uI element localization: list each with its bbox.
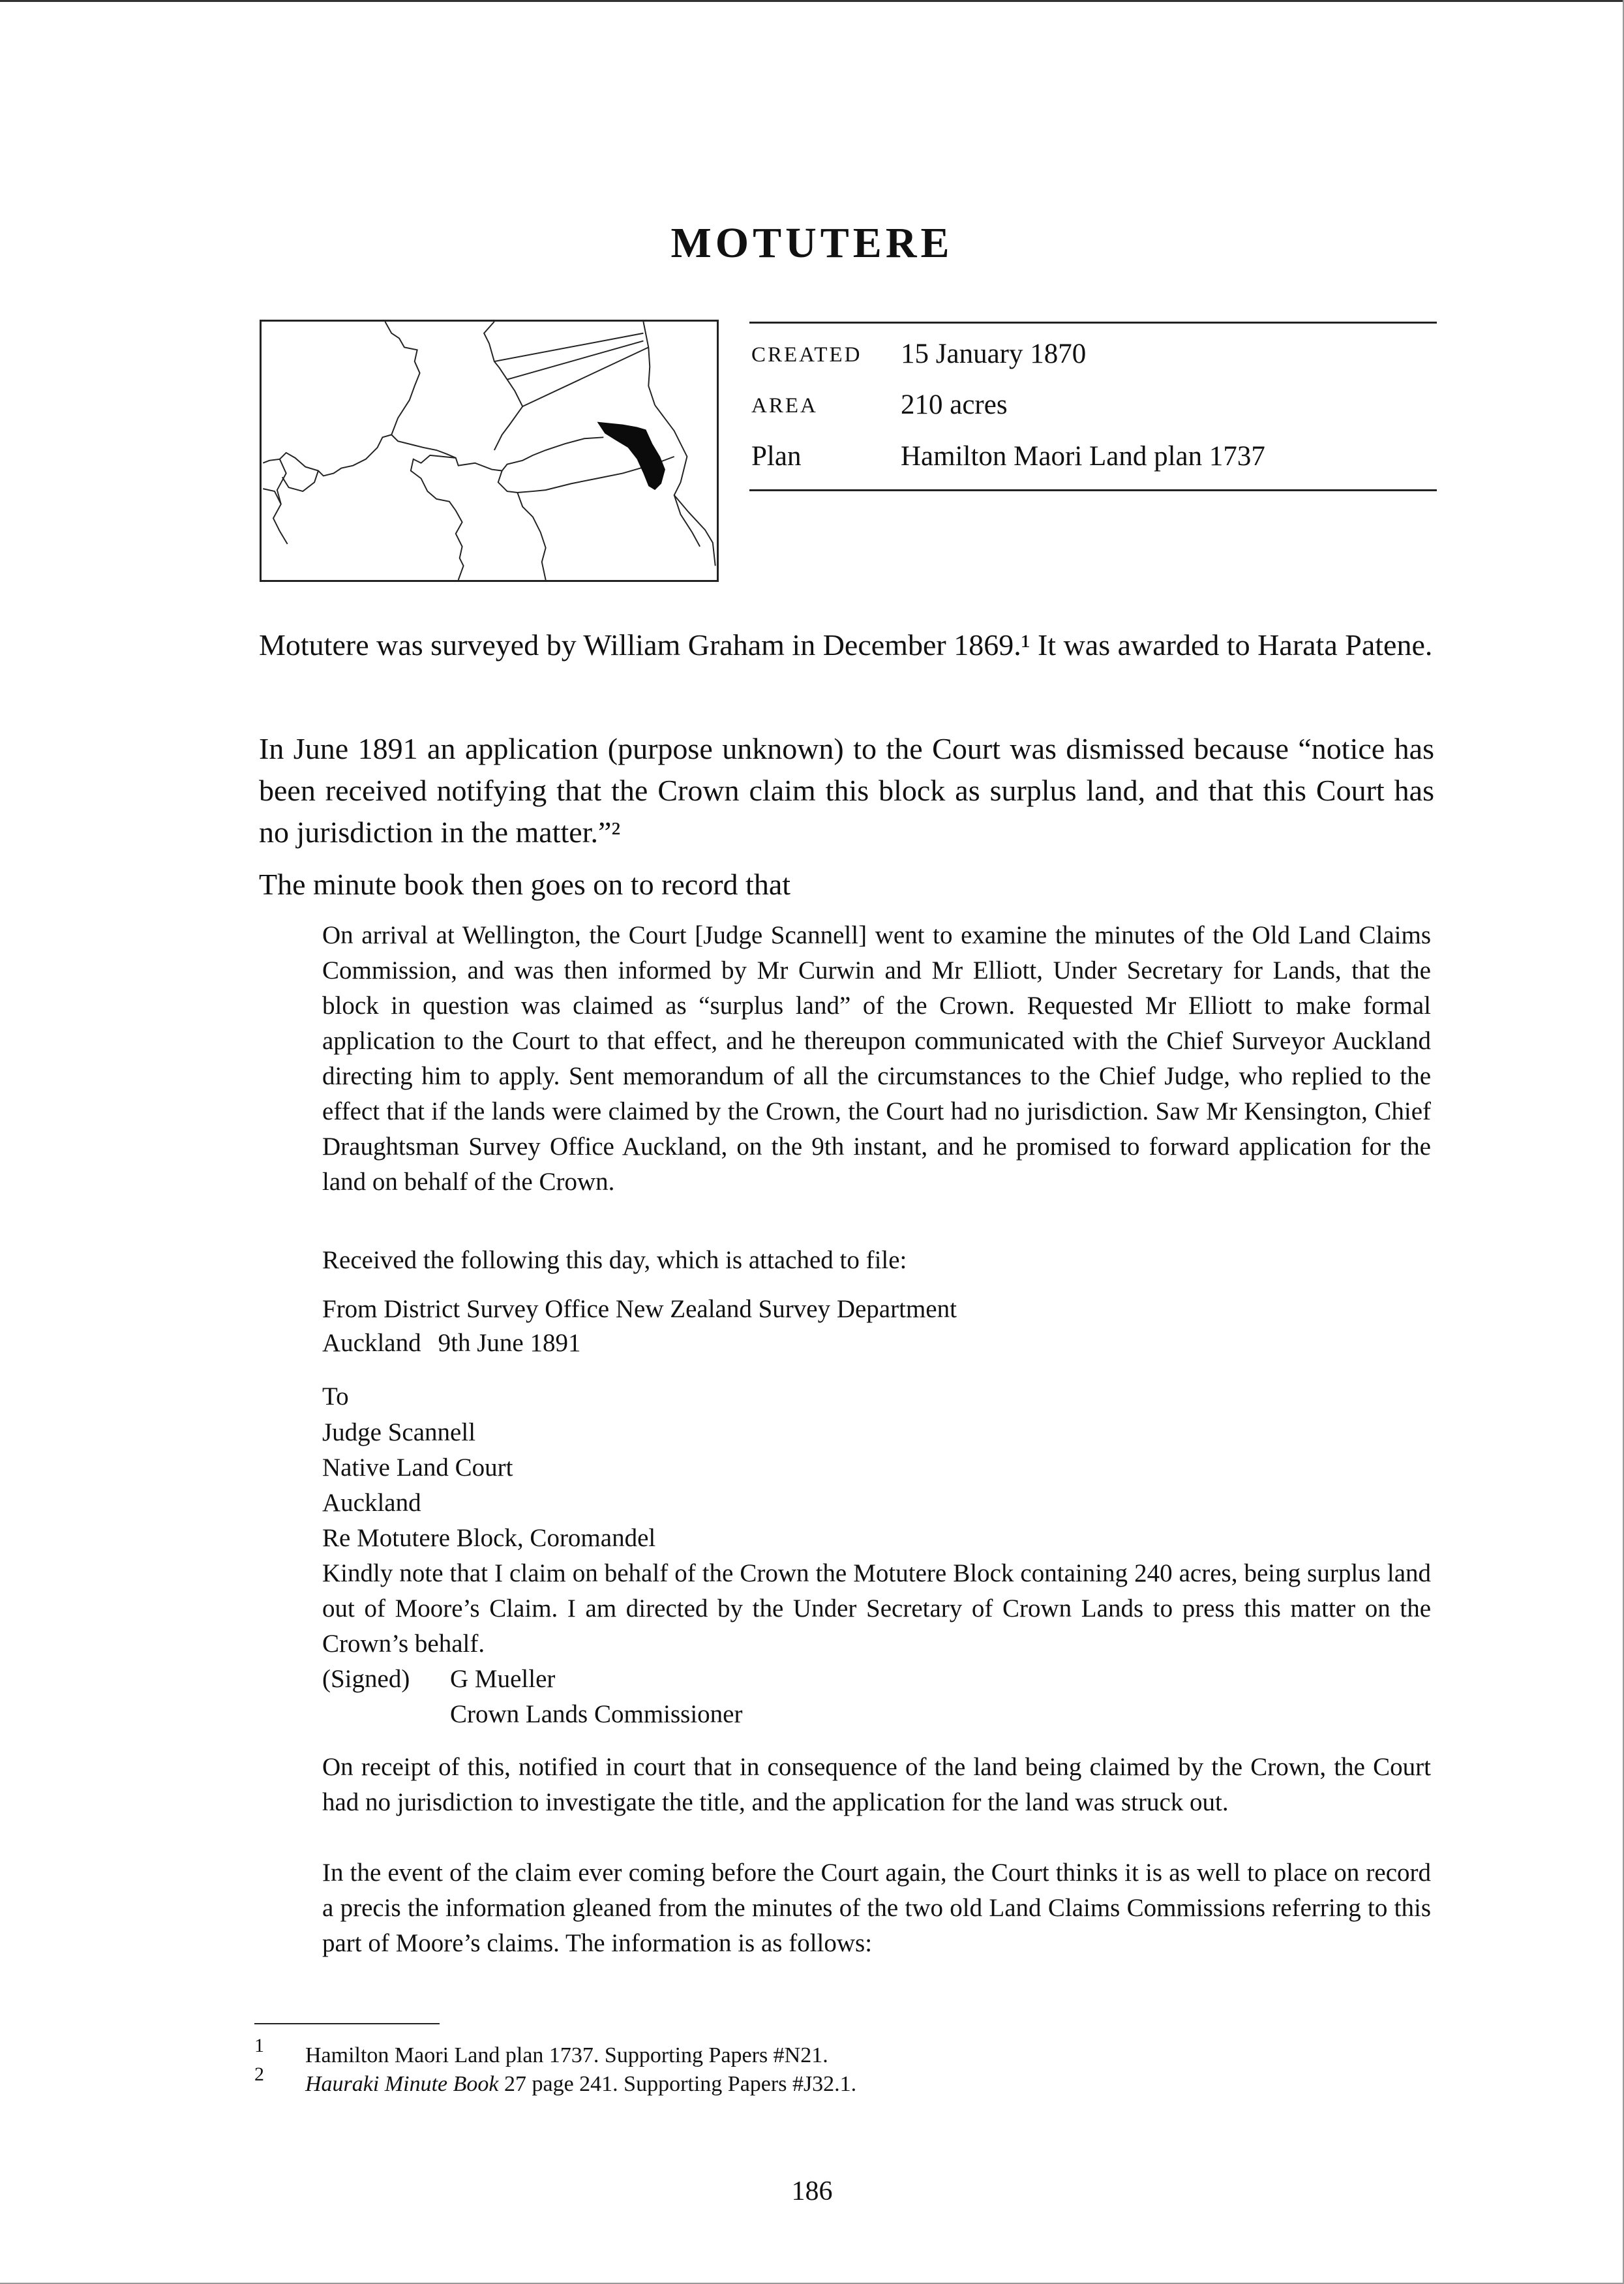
footnote-2 [305, 2072, 856, 2097]
letter-body: Kindly note that I claim on behalf of the Crown the Motutere Block containing 240 acres, being surplus land out of Moore’s Claim. I am directed by the Under Secretary of Crown Lands to press this matter on the Crown’s behalf. [322, 1559, 1431, 1658]
letter-place-date [322, 1326, 1431, 1361]
signer-title: Crown Lands Commissioner [450, 1700, 743, 1728]
created-value: 15 January 1870 [901, 339, 1087, 369]
letter-date: 9th June 1891 [438, 1329, 581, 1357]
footnote-1-number: 1 [254, 2035, 264, 2056]
signer-name: G Mueller [450, 1665, 556, 1693]
area-value: 210 acres [901, 389, 1008, 420]
footnote-rule [254, 2023, 440, 2024]
footnote-2-number: 2 [254, 2063, 264, 2085]
motutere-block-shape [597, 422, 665, 490]
signed-label: (Signed) [322, 1665, 410, 1693]
letter-addressee-1: Judge Scannell [322, 1418, 476, 1446]
location-map [260, 320, 719, 582]
paragraph-survey: Motutere was surveyed by William Graham in December 1869.¹ It was awarded to Harata Patene. [259, 628, 1433, 662]
created-label: CREATED [751, 343, 862, 367]
letter-from-line: From District Survey Office New Zealand Survey Department [322, 1295, 957, 1323]
letter-to: To [322, 1382, 349, 1410]
plan-value: Hamilton Maori Land plan 1737 [901, 441, 1265, 472]
block-location-map-figure [262, 322, 717, 580]
letter-re-line: Re Motutere Block, Coromandel [322, 1524, 656, 1552]
summary-top-rule [749, 322, 1437, 324]
letter-addressee-2: Native Land Court [322, 1454, 513, 1482]
quote-paragraph-receipt: On receipt of this, notified in court that in consequence of the land being claimed by the Crown, the Court had no jurisdiction to investigate the title, and the application for the land was struck out. [322, 1753, 1431, 1816]
quote-paragraph-received: Received the following this day, which is attached to file: [322, 1246, 907, 1274]
footnote-1-text: Hamilton Maori Land plan 1737. Supporting Papers #N21. [305, 2043, 828, 2067]
summary-bottom-rule [749, 489, 1437, 491]
letter-place: Auckland [322, 1329, 421, 1357]
page-number: 186 [791, 2176, 833, 2206]
footnote-2-text: 27 page 241. Supporting Papers #J32.1. [498, 2072, 857, 2096]
footnote-2-source-title: Hauraki Minute Book [305, 2072, 499, 2096]
quote-paragraph-precis: In the event of the claim ever coming before the Court again, the Court thinks it is as well to place on record a precis the information gleaned from the minutes of the two old Land Claims Commissions referring to this part of Moore’s claims. The information is as follows: [322, 1859, 1431, 1957]
page-title: MOTUTERE [670, 219, 954, 267]
area-label: AREA [751, 394, 818, 418]
paragraph-minute-book: The minute book then goes on to record that [259, 868, 791, 901]
plan-label: Plan [751, 441, 802, 472]
letter-addressee-3: Auckland [322, 1489, 421, 1517]
paragraph-application: In June 1891 an application (purpose unknown) to the Court was dismissed because “notice has been received notifying that the Crown claim this block as surplus land, and that this Court has no jurisdiction in the matter.”² [259, 732, 1434, 849]
quote-paragraph-arrival: On arrival at Wellington, the Court [Judge Scannell] went to examine the minutes of the Old Land Claims Commission, and was then informed by Mr Curwin and Mr Elliott, Under Secretary for Lands, that the block in question was claimed as “surplus land” of the Crown. Requested Mr Elliott to make formal application to the Court to that effect, and he thereupon communicated with the Chief Surveyor Auckland directing him to apply. Sent memorandum of all the circumstances to the Chief Judge, who replied to the effect that if the lands were claimed by the Crown, the Court had no jurisdiction. Saw Mr Kensington, Chief Draughtsman Survey Office Auckland, on the 9th instant, and he promised to forward application for the land on behalf of the Crown. [322, 921, 1431, 1196]
